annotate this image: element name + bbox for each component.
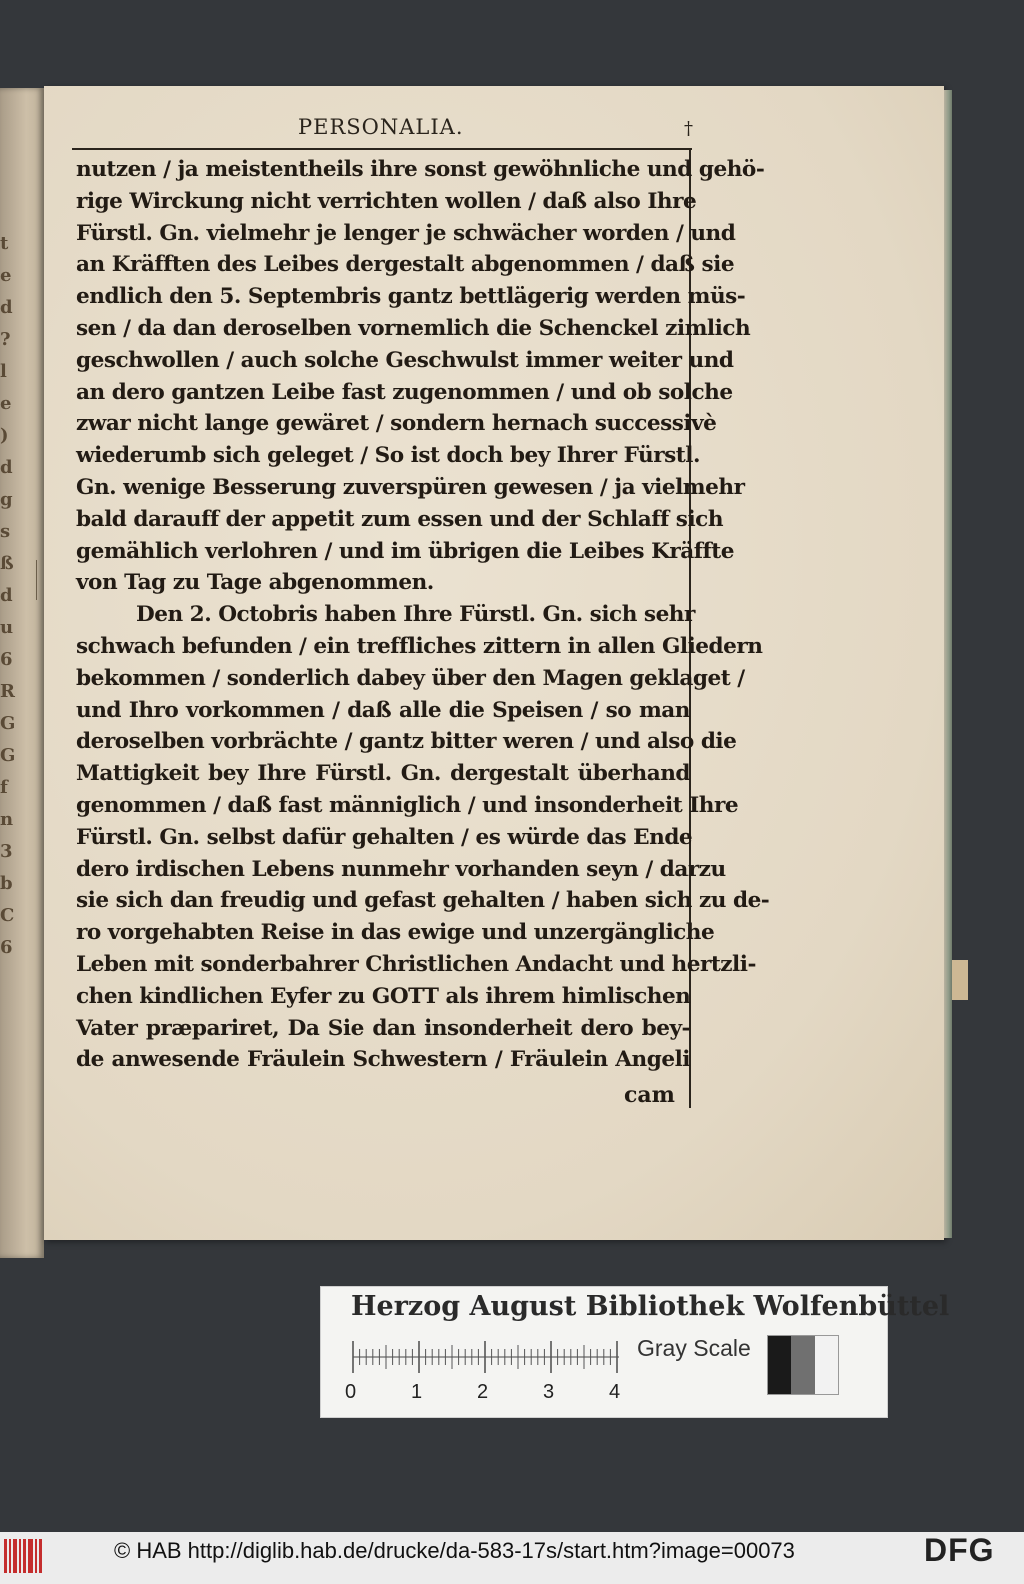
text-line: Mattigkeit bey Ihre Fürstl. Gn. dergestalt überhand xyxy=(76,761,690,787)
logo-bar xyxy=(19,1539,21,1573)
gray-patch xyxy=(815,1336,838,1394)
text-line: bekommen / sonderlich dabey über den Magen geklaget / xyxy=(76,665,745,691)
text-line: de anwesende Fräulein Schwestern / Fräulein Angeli xyxy=(76,1047,690,1073)
ruler-number: 1 xyxy=(411,1381,423,1403)
text-line: genommen / daß fast männiglich / und insonderheit Ihre xyxy=(76,792,739,818)
gray-scale-label: Gray Scale xyxy=(637,1335,751,1361)
ruler-number: 0 xyxy=(345,1381,357,1403)
previous-page-text-fragments: t e d ? l e ) d g s ß d u 6 R G G f n 3 b C 6 xyxy=(0,233,16,958)
text-line: geschwollen / auch solche Geschwulst immer weiter und xyxy=(76,347,734,373)
dfg-logo: DFG xyxy=(924,1532,995,1568)
gray-scale-swatch xyxy=(767,1335,839,1395)
library-name: Herzog August Bibliothek Wolfenbüttel xyxy=(351,1291,950,1322)
text-line: Fürstl. Gn. selbst dafür gehalten / es würde das Ende xyxy=(76,824,693,850)
footer-copyright-url[interactable]: © HAB http://diglib.hab.de/drucke/da-583-17s/start.htm?image=00073 xyxy=(114,1538,795,1563)
logo-bar xyxy=(13,1539,17,1573)
text-line: ro vorgehabten Reise in das ewige und unzergängliche xyxy=(76,920,715,946)
text-line: endlich den 5. Septembris gantz bettlägerig werden müs- xyxy=(76,284,746,310)
hab-logo-icon xyxy=(4,1539,46,1573)
folio-mark: † xyxy=(684,118,693,139)
logo-bar xyxy=(35,1539,37,1573)
text-line: Den 2. Octobris haben Ihre Fürstl. Gn. sich sehr xyxy=(136,602,695,628)
text-line: wiederumb sich geleget / So ist doch bey Ihrer Fürstl. xyxy=(76,443,700,469)
logo-bar xyxy=(4,1539,7,1573)
text-line: deroselben vorbrächte / gantz bitter weren / und also die xyxy=(76,729,737,755)
text-line: sie sich dan freudig und gefast gehalten / haben sich zu de- xyxy=(76,888,770,914)
text-line: Leben mit sonderbahrer Christlichen Andacht und hertzli- xyxy=(76,951,756,977)
scale-ruler xyxy=(351,1337,641,1377)
text-line: sen / da dan deroselben vornemlich die Schenckel zimlich xyxy=(76,315,751,341)
text-line: an Kräfften des Leibes dergestalt abgenommen / daß sie xyxy=(76,252,735,278)
gray-patch xyxy=(768,1336,791,1394)
head-rule xyxy=(72,148,692,150)
logo-bar xyxy=(23,1539,26,1573)
running-head: PERSONALIA. xyxy=(298,115,464,139)
catchword: cam xyxy=(624,1082,675,1108)
logo-bar xyxy=(9,1539,11,1573)
library-color-card xyxy=(320,1286,950,1418)
ruler-number: 3 xyxy=(543,1381,555,1403)
text-line: Vater præpariret, Da Sie dan insonderheit dero bey- xyxy=(76,1015,690,1041)
text-line: zwar nicht lange gewäret / sondern hernach successivè xyxy=(76,411,717,437)
text-line: Gn. wenige Besserung zuverspüren gewesen / ja vielmehr xyxy=(76,474,745,500)
text-line: und Ihro vorkommen / daß alle die Speisen / so man xyxy=(76,697,690,723)
ruler-number: 2 xyxy=(477,1381,489,1403)
body-text xyxy=(76,154,770,1076)
page-fore-edge xyxy=(944,90,952,1238)
text-line: Fürstl. Gn. vielmehr je lenger je schwächer worden / und xyxy=(76,220,736,246)
gray-patch xyxy=(791,1336,814,1394)
gutter-mark xyxy=(36,560,47,600)
ruler-number: 4 xyxy=(609,1381,621,1403)
text-line: chen kindlichen Eyfer zu GOTT als ihrem himlischen xyxy=(76,983,691,1009)
text-line: an dero gantzen Leibe fast zugenommen / und ob solche xyxy=(76,379,733,405)
text-line: dero irdischen Lebens nunmehr vorhanden seyn / darzu xyxy=(76,856,726,882)
text-line: gemählich verlohren / und im übrigen die Leibes Kräffte xyxy=(76,538,734,564)
text-line: rige Wirckung nicht verrichten wollen / daß also Ihre xyxy=(76,188,697,214)
logo-bar xyxy=(39,1539,42,1573)
previous-page-edge xyxy=(0,88,44,1258)
logo-bar xyxy=(28,1539,33,1573)
text-line: von Tag zu Tage abgenommen. xyxy=(76,570,434,596)
page-tab-marker xyxy=(952,960,968,1000)
text-line: nutzen / ja meistentheils ihre sonst gewöhnliche und gehö- xyxy=(76,157,765,182)
text-line: schwach befunden / ein treffliches zittern in allen Gliedern xyxy=(76,633,763,659)
ruler-numbers xyxy=(345,1381,645,1405)
text-line: bald darauff der appetit zum essen und der Schlaff sich xyxy=(76,506,724,532)
